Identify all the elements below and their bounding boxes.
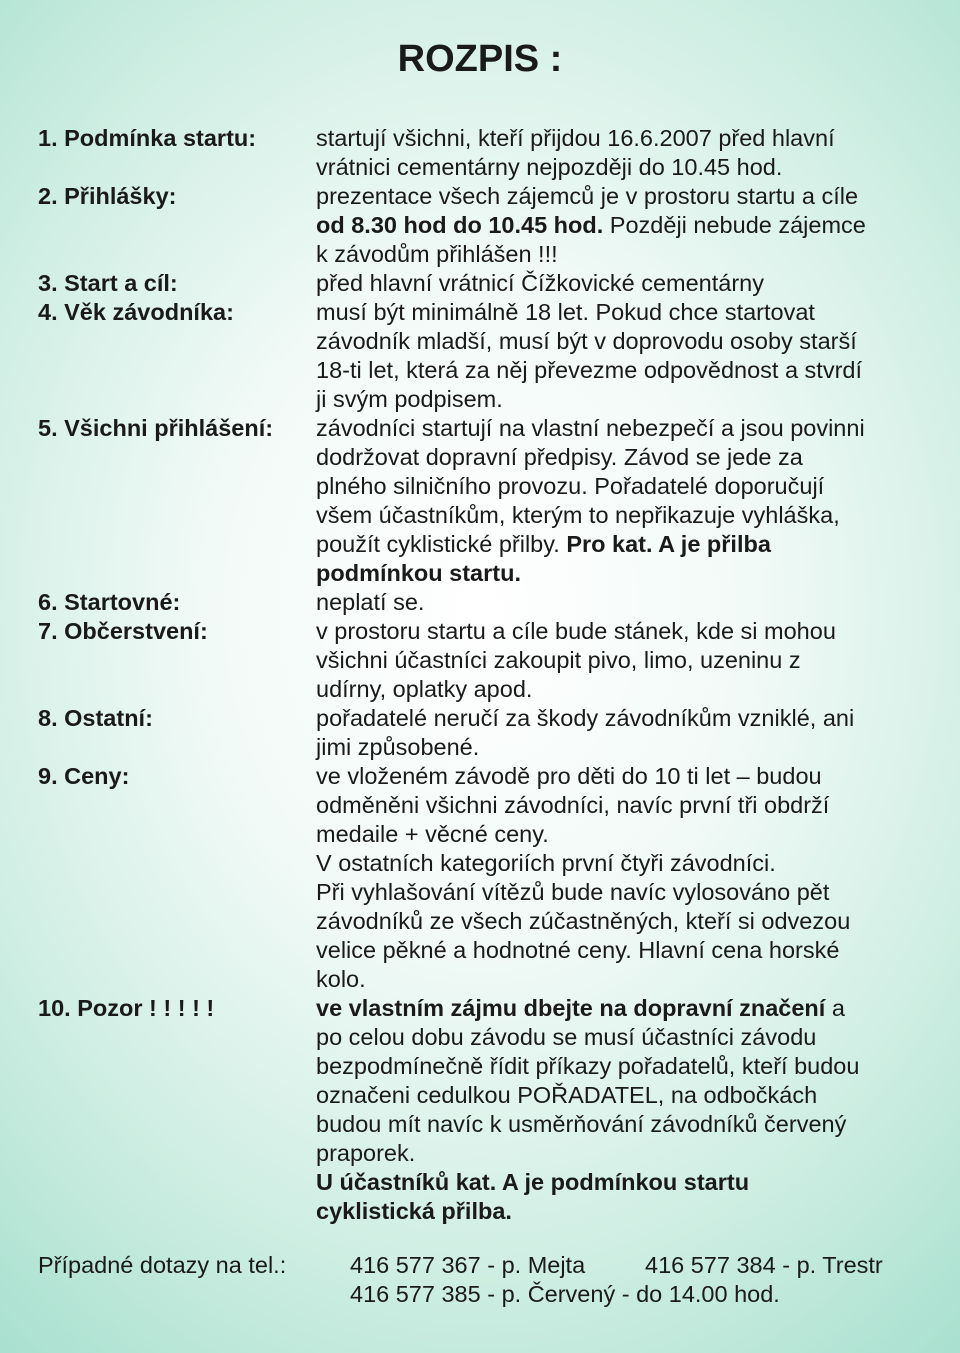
plain-text: k závodům přihlášen !!! [316, 241, 558, 267]
rule-item [38, 414, 938, 588]
plain-text: musí být minimálně 18 let. Pokud chce startovat [316, 299, 815, 325]
plain-text: Později nebude zájemce [603, 212, 866, 238]
rule-label: 9. Ceny: [38, 763, 130, 789]
bold-text: od 8.30 hod do 10.45 hod. [316, 212, 604, 238]
plain-text: všem účastníkům, kterým to nepřikazuje vyhláška, [316, 502, 840, 528]
plain-text: Při vyhlašování vítězů bude navíc vylosováno pět [316, 879, 830, 905]
plain-text: před hlavní vrátnicí Čížkovické cementárny [316, 270, 764, 296]
rule-text [316, 124, 922, 182]
plain-text: kolo. [316, 966, 366, 992]
contact-label: Případné dotazy na tel.: [38, 1252, 287, 1278]
rule-text-line [316, 356, 922, 385]
rule-text-line [316, 849, 922, 878]
rule-text [316, 994, 922, 1226]
rule-text-line [316, 298, 922, 327]
plain-text: budou mít navíc k usměrňování závodníků červený [316, 1111, 847, 1137]
plain-text: ji svým podpisem. [316, 386, 503, 412]
rule-text-line [316, 994, 922, 1023]
rule-text-line [316, 1023, 922, 1052]
rule-text [316, 617, 922, 704]
page-title: ROZPIS : [397, 38, 563, 80]
rule-text-line [316, 965, 922, 994]
plain-text: bezpodmínečně řídit příkazy pořadatelů, kteří budou [316, 1053, 860, 1079]
contact-phone-mejta: 416 577 367 - p. Mejta [350, 1252, 586, 1278]
plain-text: V ostatních kategoriích první čtyři závodníci. [316, 850, 776, 876]
rule-label: 10. Pozor ! ! ! ! ! [38, 995, 215, 1021]
rule-text-line [316, 675, 922, 704]
rule-label: 1. Podmínka startu: [38, 125, 257, 151]
rule-item [38, 124, 938, 182]
plain-text: použít cyklistické přilby. [316, 531, 567, 557]
rule-text-line [316, 124, 922, 153]
rule-text-line [316, 1081, 922, 1110]
rule-text-line [316, 153, 922, 182]
bold-text: ve vlastním zájmu dbejte na dopravní značení [316, 995, 826, 1021]
rule-text [316, 182, 922, 269]
rule-text-line [316, 240, 922, 269]
bold-text: cyklistická přilba. [316, 1198, 512, 1224]
plain-text: udírny, oplatky apod. [316, 676, 533, 702]
rule-text-line [316, 443, 922, 472]
rule-text-line [316, 501, 922, 530]
bold-text: U účastníků kat. A je podmínkou startu [316, 1169, 750, 1195]
plain-text: praporek. [316, 1140, 416, 1166]
rule-text-line [316, 936, 922, 965]
plain-text: a [825, 995, 845, 1021]
rules-list [38, 124, 938, 1226]
plain-text: závodníci startují na vlastní nebezpečí a jsou povinni [316, 415, 865, 441]
rule-item [38, 704, 938, 762]
plain-text: prezentace všech zájemců je v prostoru startu a cíle [316, 183, 859, 209]
rule-item [38, 994, 938, 1226]
rule-item [38, 298, 938, 414]
rule-text-line [316, 791, 922, 820]
rule-text-line [316, 588, 922, 617]
rule-text [316, 269, 922, 298]
rule-label: 8. Ostatní: [38, 705, 153, 731]
rule-text [316, 704, 922, 762]
rule-item [38, 182, 938, 269]
bold-text: Pro kat. A je přilba [566, 531, 771, 557]
rule-text-line [316, 211, 922, 240]
rule-item [38, 269, 938, 298]
plain-text: všichni účastníci zakoupit pivo, limo, uzeninu z [316, 647, 801, 673]
rule-text-line [316, 733, 922, 762]
plain-text: jimi způsobené. [316, 734, 480, 760]
rule-text [316, 588, 922, 617]
bold-text: podmínkou startu. [316, 560, 521, 586]
contact-phone-trestr: 416 577 384 - p. Trestr [645, 1252, 883, 1278]
plain-text: odměněni všichni závodníci, navíc první tři obdrží [316, 792, 830, 818]
rule-text-line [316, 762, 922, 791]
rule-text-line [316, 472, 922, 501]
rule-label: 6. Startovné: [38, 589, 181, 615]
plain-text: plného silničního provozu. Pořadatelé doporučují [316, 473, 825, 499]
rule-text-line [316, 269, 922, 298]
plain-text: závodník mladší, musí být v doprovodu osoby starší [316, 328, 857, 354]
rule-text-line [316, 704, 922, 733]
plain-text: 18-ti let, která za něj převezme odpovědnost a stvrdí [316, 357, 863, 383]
plain-text: vrátnici cementárny nejpozději do 10.45 hod. [316, 154, 783, 180]
rule-text [316, 762, 922, 994]
plain-text: pořadatelé neručí za škody závodníkům vzniklé, ani [316, 705, 855, 731]
rule-label: 2. Přihlášky: [38, 183, 177, 209]
rule-text-line [316, 385, 922, 414]
rule-label: 3. Start a cíl: [38, 270, 178, 296]
rule-text-line [316, 1168, 922, 1197]
plain-text: neplatí se. [316, 589, 425, 615]
rule-text-line [316, 327, 922, 356]
plain-text: závodníků ze všech zúčastněných, kteří si odvezou [316, 908, 851, 934]
rule-text-line [316, 1197, 922, 1226]
contact-phone-cerveny: 416 577 385 - p. Červený - do 14.00 hod. [350, 1281, 780, 1307]
rule-text-line [316, 414, 922, 443]
rule-label: 5. Všichni přihlášení: [38, 415, 274, 441]
rule-text-line [316, 878, 922, 907]
rule-item [38, 588, 938, 617]
rule-label: 4. Věk závodníka: [38, 299, 234, 325]
rule-text-line [316, 617, 922, 646]
rule-text-line [316, 559, 922, 588]
rule-text-line [316, 1110, 922, 1139]
rule-text-line [316, 182, 922, 211]
plain-text: v prostoru startu a cíle bude stánek, kde si mohou [316, 618, 836, 644]
plain-text: označeni cedulkou POŘADATEL, na odbočkách [316, 1082, 818, 1108]
rule-text [316, 298, 922, 414]
plain-text: medaile + věcné ceny. [316, 821, 549, 847]
plain-text: velice pěkné a hodnotné ceny. Hlavní cena horské [316, 937, 840, 963]
rule-text-line [316, 530, 922, 559]
rule-label: 7. Občerstvení: [38, 618, 208, 644]
rule-text-line [316, 1139, 922, 1168]
rule-text-line [316, 1052, 922, 1081]
plain-text: dodržovat dopravní předpisy. Závod se jede za [316, 444, 803, 470]
rule-text-line [316, 907, 922, 936]
rule-text-line [316, 646, 922, 675]
plain-text: po celou dobu závodu se musí účastníci závodu [316, 1024, 817, 1050]
plain-text: ve vloženém závodě pro děti do 10 ti let – budou [316, 763, 822, 789]
rule-text [316, 414, 922, 588]
rule-item [38, 762, 938, 994]
rule-text-line [316, 820, 922, 849]
plain-text: startují všichni, kteří přijdou 16.6.2007 před hlavní [316, 125, 835, 151]
rule-item [38, 617, 938, 704]
